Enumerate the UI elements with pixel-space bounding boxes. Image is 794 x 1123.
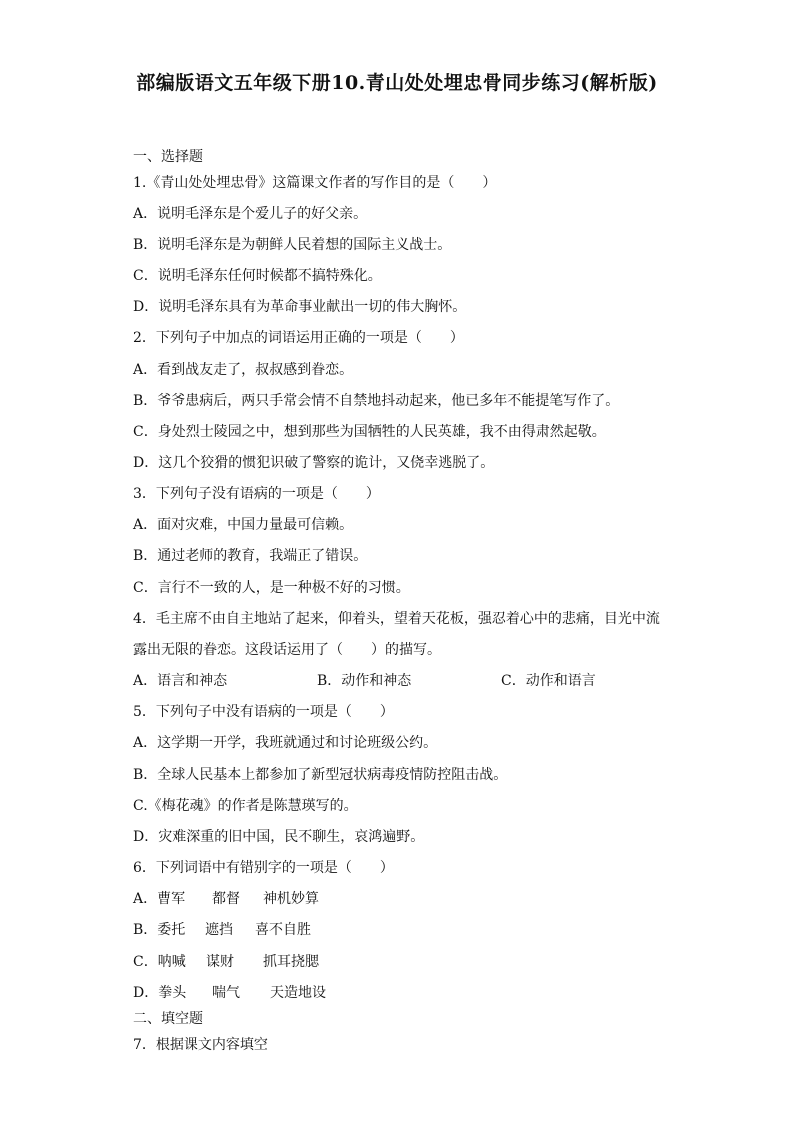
question-4-stem-line-1: 4．毛主席不由自主地站了起来，仰着头，望着天花板，强忍着心中的悲痛，目光中流 bbox=[133, 611, 660, 627]
option-a-word-2: 都督 bbox=[212, 891, 240, 907]
option-a-word-1: A．曹军 bbox=[133, 891, 186, 907]
question-5-option-d: D．灾难深重的旧中国，民不聊生，哀鸿遍野。 bbox=[133, 829, 425, 845]
question-2-option-a: A．看到战友走了，叔叔感到眷恋。 bbox=[133, 362, 354, 378]
question-2-option-b: B．爷爷患病后，两只手常会情不自禁地抖动起来，他已多年不能提笔写作了。 bbox=[133, 393, 620, 409]
question-5-option-a: A．这学期一开学，我班就通过和讨论班级公约。 bbox=[133, 735, 438, 751]
question-2-option-d: D．这几个狡猾的惯犯识破了警察的诡计，又侥幸逃脱了。 bbox=[133, 455, 495, 471]
question-3-option-c: C．言行不一致的人，是一种极不好的习惯。 bbox=[133, 580, 410, 596]
option-d-word-2: 喘气 bbox=[212, 985, 240, 1001]
question-5-stem: 5．下列句子中没有语病的一项是（ ） bbox=[133, 704, 394, 720]
question-4-option-c: C．动作和语言 bbox=[501, 673, 596, 689]
question-2-stem: 2．下列句子中加点的词语运用正确的一项是（ ） bbox=[133, 330, 464, 346]
question-1-option-c: C．说明毛泽东任何时候都不搞特殊化。 bbox=[133, 268, 382, 284]
section-heading-choice: 一、选择题 bbox=[133, 149, 203, 165]
option-c-word-1: C．呐喊 bbox=[133, 954, 186, 970]
page-title: 部编版语文五年级下册10.青山处处埋忠骨同步练习(解析版) bbox=[136, 72, 658, 94]
option-c-word-3: 抓耳挠腮 bbox=[263, 954, 319, 970]
question-7-stem: 7．根据课文内容填空 bbox=[133, 1037, 268, 1053]
option-b-word-1: B．委托 bbox=[133, 922, 186, 938]
option-c-word-2: 谋财 bbox=[206, 954, 234, 970]
question-3-option-a: A．面对灾难，中国力量最可信赖。 bbox=[133, 517, 354, 533]
question-1-option-d: D．说明毛泽东具有为革命事业献出一切的伟大胸怀。 bbox=[133, 299, 467, 315]
question-5-option-c: C.《梅花魂》的作者是陈慧瑛写的。 bbox=[133, 798, 358, 814]
option-d-word-3: 天造地设 bbox=[270, 985, 326, 1001]
option-b-word-2: 遮挡 bbox=[205, 922, 233, 938]
question-4-option-a: A．语言和神态 bbox=[133, 673, 228, 689]
question-1-option-a: A．说明毛泽东是个爱儿子的好父亲。 bbox=[133, 206, 368, 222]
question-5-option-b: B．全球人民基本上都参加了新型冠状病毒疫情防控阻击战。 bbox=[133, 767, 508, 783]
option-b-word-3: 喜不自胜 bbox=[255, 922, 311, 938]
section-heading-fill: 二、填空题 bbox=[133, 1011, 203, 1027]
question-1-option-b: B．说明毛泽东是为朝鲜人民着想的国际主义战士。 bbox=[133, 237, 452, 253]
question-4-stem-line-2: 露出无限的眷恋。这段话运用了（ ）的描写。 bbox=[133, 642, 441, 658]
option-a-word-3: 神机妙算 bbox=[263, 891, 319, 907]
question-1-stem: 1.《青山处处埋忠骨》这篇课文作者的写作目的是（ ） bbox=[133, 175, 497, 191]
question-6-stem: 6．下列词语中有错别字的一项是（ ） bbox=[133, 860, 394, 876]
option-d-word-1: D．拳头 bbox=[133, 985, 187, 1001]
question-4-option-b: B．动作和神态 bbox=[317, 673, 412, 689]
question-2-option-c: C．身处烈士陵园之中，想到那些为国牺牲的人民英雄，我不由得肃然起敬。 bbox=[133, 424, 606, 440]
question-3-stem: 3．下列句子没有语病的一项是（ ） bbox=[133, 486, 380, 502]
question-3-option-b: B．通过老师的教育，我端正了错误。 bbox=[133, 548, 368, 564]
